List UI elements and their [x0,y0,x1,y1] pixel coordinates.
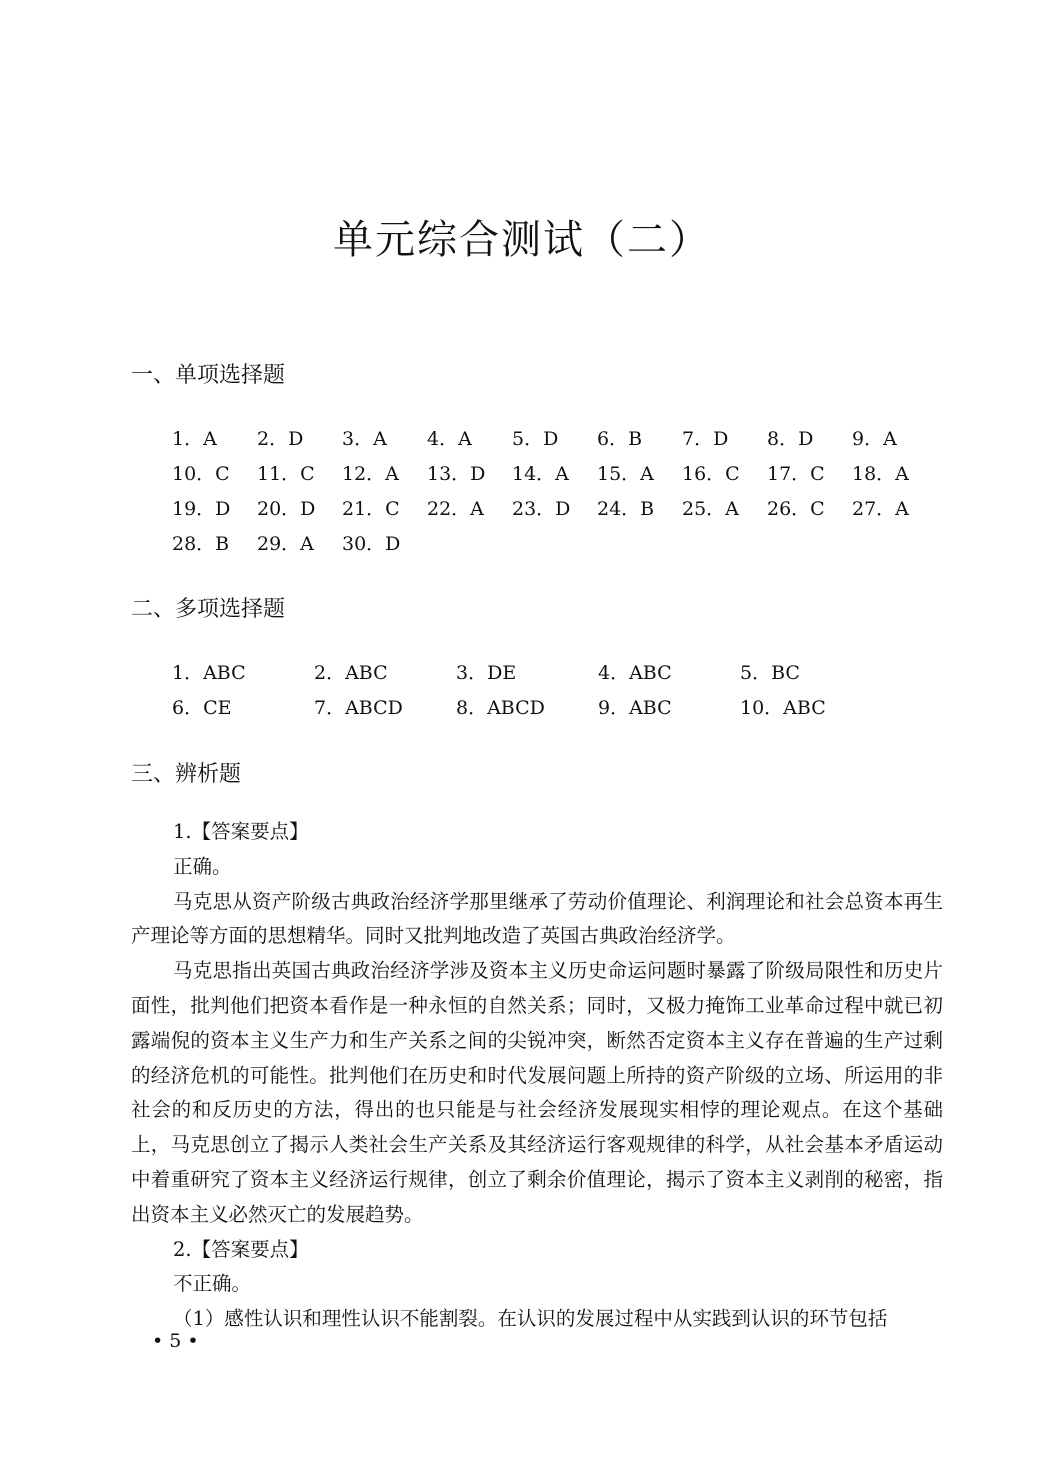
answer-item: 28．B [172,533,230,555]
section-heading-multi-choice: 二、多项选择题 [131,597,286,622]
answer-item: 17．C [767,463,825,485]
answer-item: 13．D [427,463,486,485]
answer-item: 7．D [682,428,729,450]
q1-paragraph-2: 马克思指出英国古典政治经济学涉及资本主义历史命运问题时暴露了阶级局限性和历史片面性，批判他们把资本看作是一种永恒的自然关系；同时，又极力掩饰工业革命过程中就已初露端倪的资本主义生产力和生产关系之间的尖锐冲突，断然否定资本主义存在普遍的生产过剩的经济危机的可能性。批判他们在历史和时代发展问题上所持的资产阶级的立场、所运用的非社会的和反历史的方法，得出的也只能是与社会经济发展现实相悖的理论观点。在这个基础上，马克思创立了揭示人类社会生产关系及其经济运行客观规律的科学，从社会基本矛盾运动中着重研究了资本主义经济运行规律，创立了剩余价值理论，揭示了资本主义剥削的秘密，指出资本主义必然灭亡的发展趋势。 [131,959,943,1226]
q2-paragraph-1: （1）感性认识和理性认识不能割裂。在认识的发展过程中从实践到认识的环节包括 [173,1307,888,1331]
section-heading-analysis: 三、辨析题 [131,762,242,787]
answer-item: 16．C [682,463,740,485]
q1-verdict: 正确。 [173,854,232,878]
answer-item: 1．ABC [172,662,246,684]
answer-item: 19．D [172,498,231,520]
answer-item: 4．A [427,428,472,450]
q1-heading: 1.【答案要点】 [173,820,309,843]
answer-item: 10．C [172,463,230,485]
answer-item: 30．D [342,533,401,555]
answer-row [172,490,937,525]
answer-item: 27．A [852,498,909,520]
answer-item: 22．A [427,498,484,520]
answer-item: 9．ABC [598,697,672,719]
answer-item: 11．C [257,463,315,485]
answer-item: 9．A [852,428,897,450]
multi-choice-answers [172,654,882,724]
answer-item: 2．ABC [314,662,388,684]
answer-item: 1．A [172,428,217,450]
answer-item: 10．ABC [740,697,826,719]
answer-item: 29．A [257,533,314,555]
page-title: 单元综合测试（二） [333,217,711,263]
page-number: • 5 • [152,1330,199,1352]
answer-row [172,420,937,455]
answer-item: 24．B [597,498,655,520]
answer-item: 3．A [342,428,387,450]
answer-item: 25．A [682,498,739,520]
answer-item: 23．D [512,498,571,520]
section-heading-single-choice: 一、单项选择题 [131,363,286,388]
q2-verdict: 不正确。 [173,1272,252,1296]
answer-item: 7．ABCD [314,697,403,719]
answer-item: 5．BC [740,662,800,684]
answer-item: 4．ABC [598,662,672,684]
answer-row [172,654,882,689]
answer-item: 3．DE [456,662,517,684]
answer-item: 6．CE [172,697,232,719]
answer-item: 21．C [342,498,400,520]
answer-row [172,525,937,560]
answer-item: 20．D [257,498,316,520]
answer-item: 8．ABCD [456,697,545,719]
q1-paragraph-1: 马克思从资产阶级古典政治经济学那里继承了劳动价值理论、利润理论和社会总资本再生产理论等方面的思想精华。同时又批判地改造了英国古典政治经济学。 [131,889,943,948]
single-choice-answers [172,420,937,560]
answer-item: 12．A [342,463,399,485]
answer-item: 15．A [597,463,654,485]
answer-item: 8．D [767,428,814,450]
answer-item: 26．C [767,498,825,520]
answer-item: 5．D [512,428,559,450]
q2-heading: 2.【答案要点】 [173,1237,309,1261]
analysis-body [131,815,943,1337]
answer-row [172,455,937,490]
answer-item: 6．B [597,428,643,450]
answer-row [172,689,882,724]
answer-item: 2．D [257,428,304,450]
answer-item: 18．A [852,463,909,485]
answer-item: 14．A [512,463,569,485]
